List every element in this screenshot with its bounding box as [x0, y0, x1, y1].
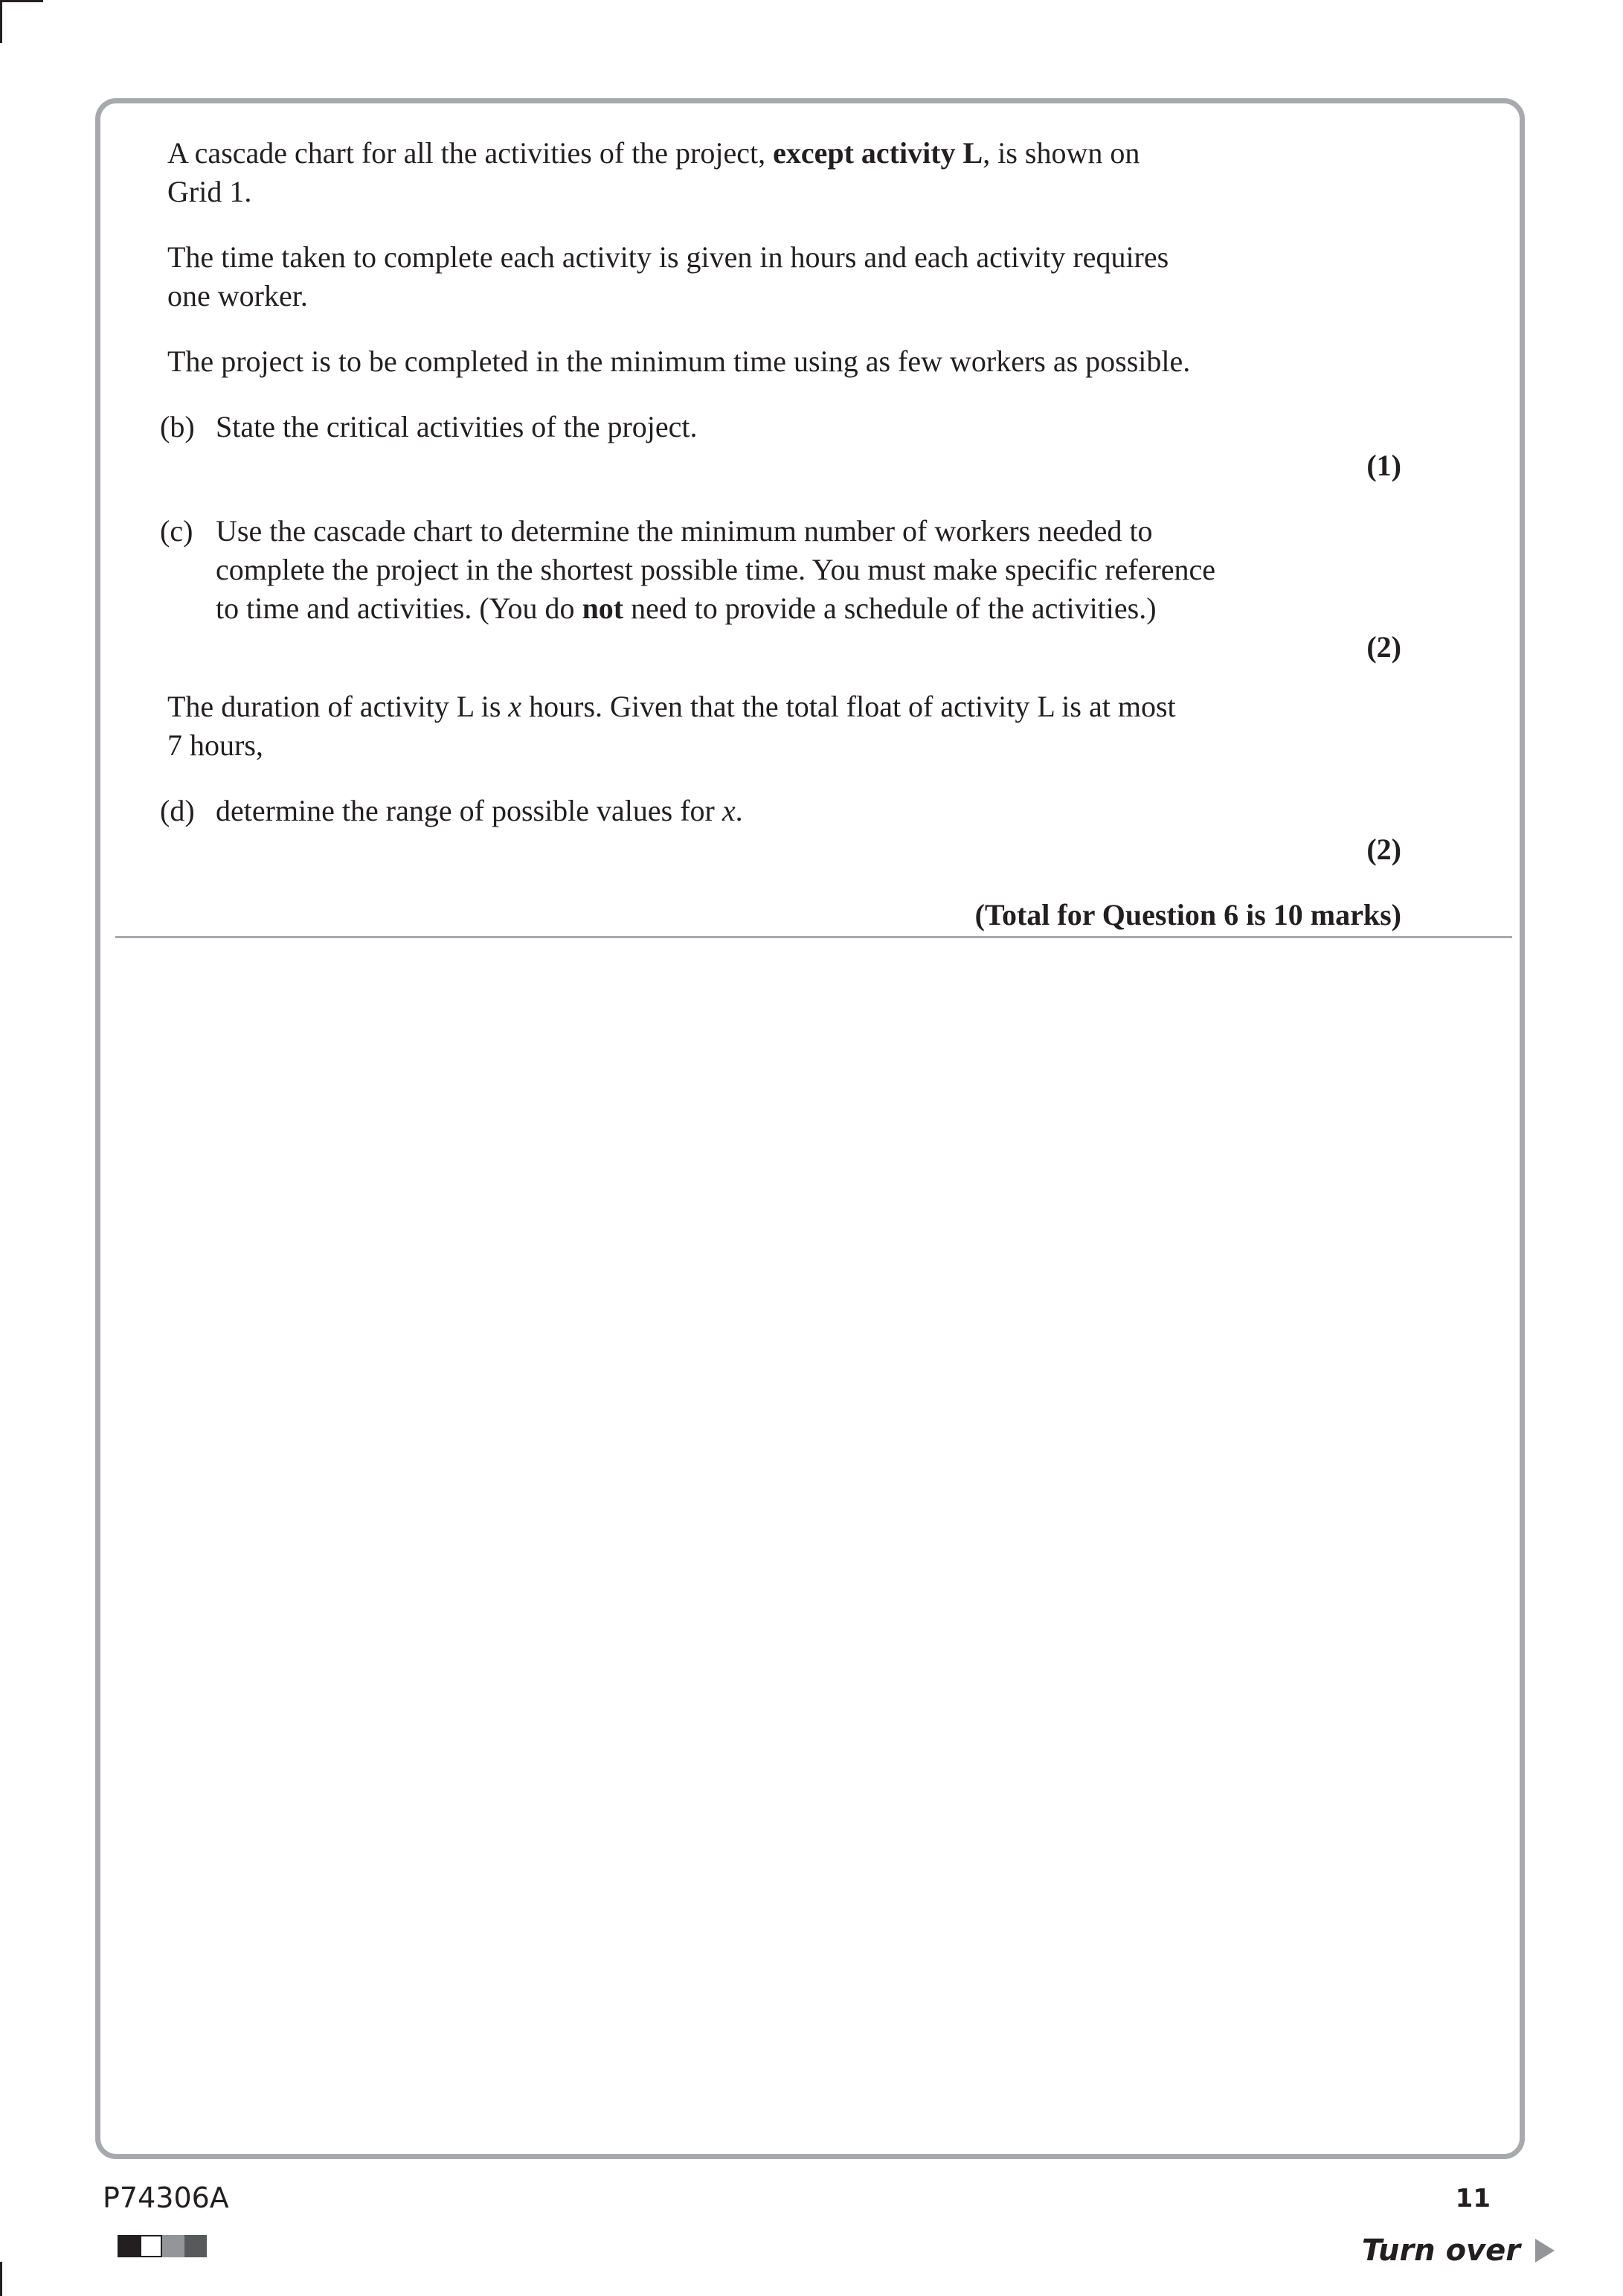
part-d-label: (d)	[160, 794, 195, 827]
turn-over-label: Turn over	[1361, 2234, 1520, 2268]
intro-paragraph-2: The time taken to complete each activity is given in hours and each activity requires one worker.	[167, 240, 1169, 312]
stem-part-d: The duration of activity L is x hours. Given that the total float of activity L is at most 7 hours,	[167, 690, 1176, 762]
arrow-right-icon	[1535, 2239, 1555, 2263]
question-part-c	[160, 512, 1350, 628]
crop-mark-top-left-h	[0, 0, 43, 2]
part-c-marks: (2)	[1366, 630, 1401, 664]
part-d-marks: (2)	[1366, 833, 1401, 866]
crop-mark-bottom-left	[0, 2262, 2, 2296]
question-part-b	[160, 408, 1350, 446]
part-b-text: State the critical activities of the project.	[216, 410, 698, 443]
part-b-marks: (1)	[1366, 449, 1401, 482]
intro-paragraph-3: The project is to be completed in the minimum time using as few workers as possible.	[167, 344, 1191, 378]
divider-rule	[115, 936, 1512, 938]
part-c-text: Use the cascade chart to determine the minimum number of workers needed to complete the project in the shortest possible time. You must make specific reference to time and activities. (You do not need to provide a schedule of the activities.)	[216, 514, 1216, 625]
intro-paragraph-1: A cascade chart for all the activities of the project, except activity L, is shown on Grid 1.	[167, 136, 1140, 208]
paper-code: P74306A	[103, 2181, 229, 2214]
crop-mark-top-left	[0, 0, 2, 43]
question-total-marks: (Total for Question 6 is 10 marks)	[974, 898, 1401, 931]
page-number: 11	[1455, 2184, 1491, 2213]
part-b-label: (b)	[160, 410, 195, 443]
question-part-d	[160, 792, 1350, 830]
barcode-blocks	[118, 2235, 207, 2257]
turn-over	[1362, 2234, 1555, 2268]
part-c-label: (c)	[160, 514, 193, 548]
part-d-text: determine the range of possible values for x.	[216, 794, 743, 827]
